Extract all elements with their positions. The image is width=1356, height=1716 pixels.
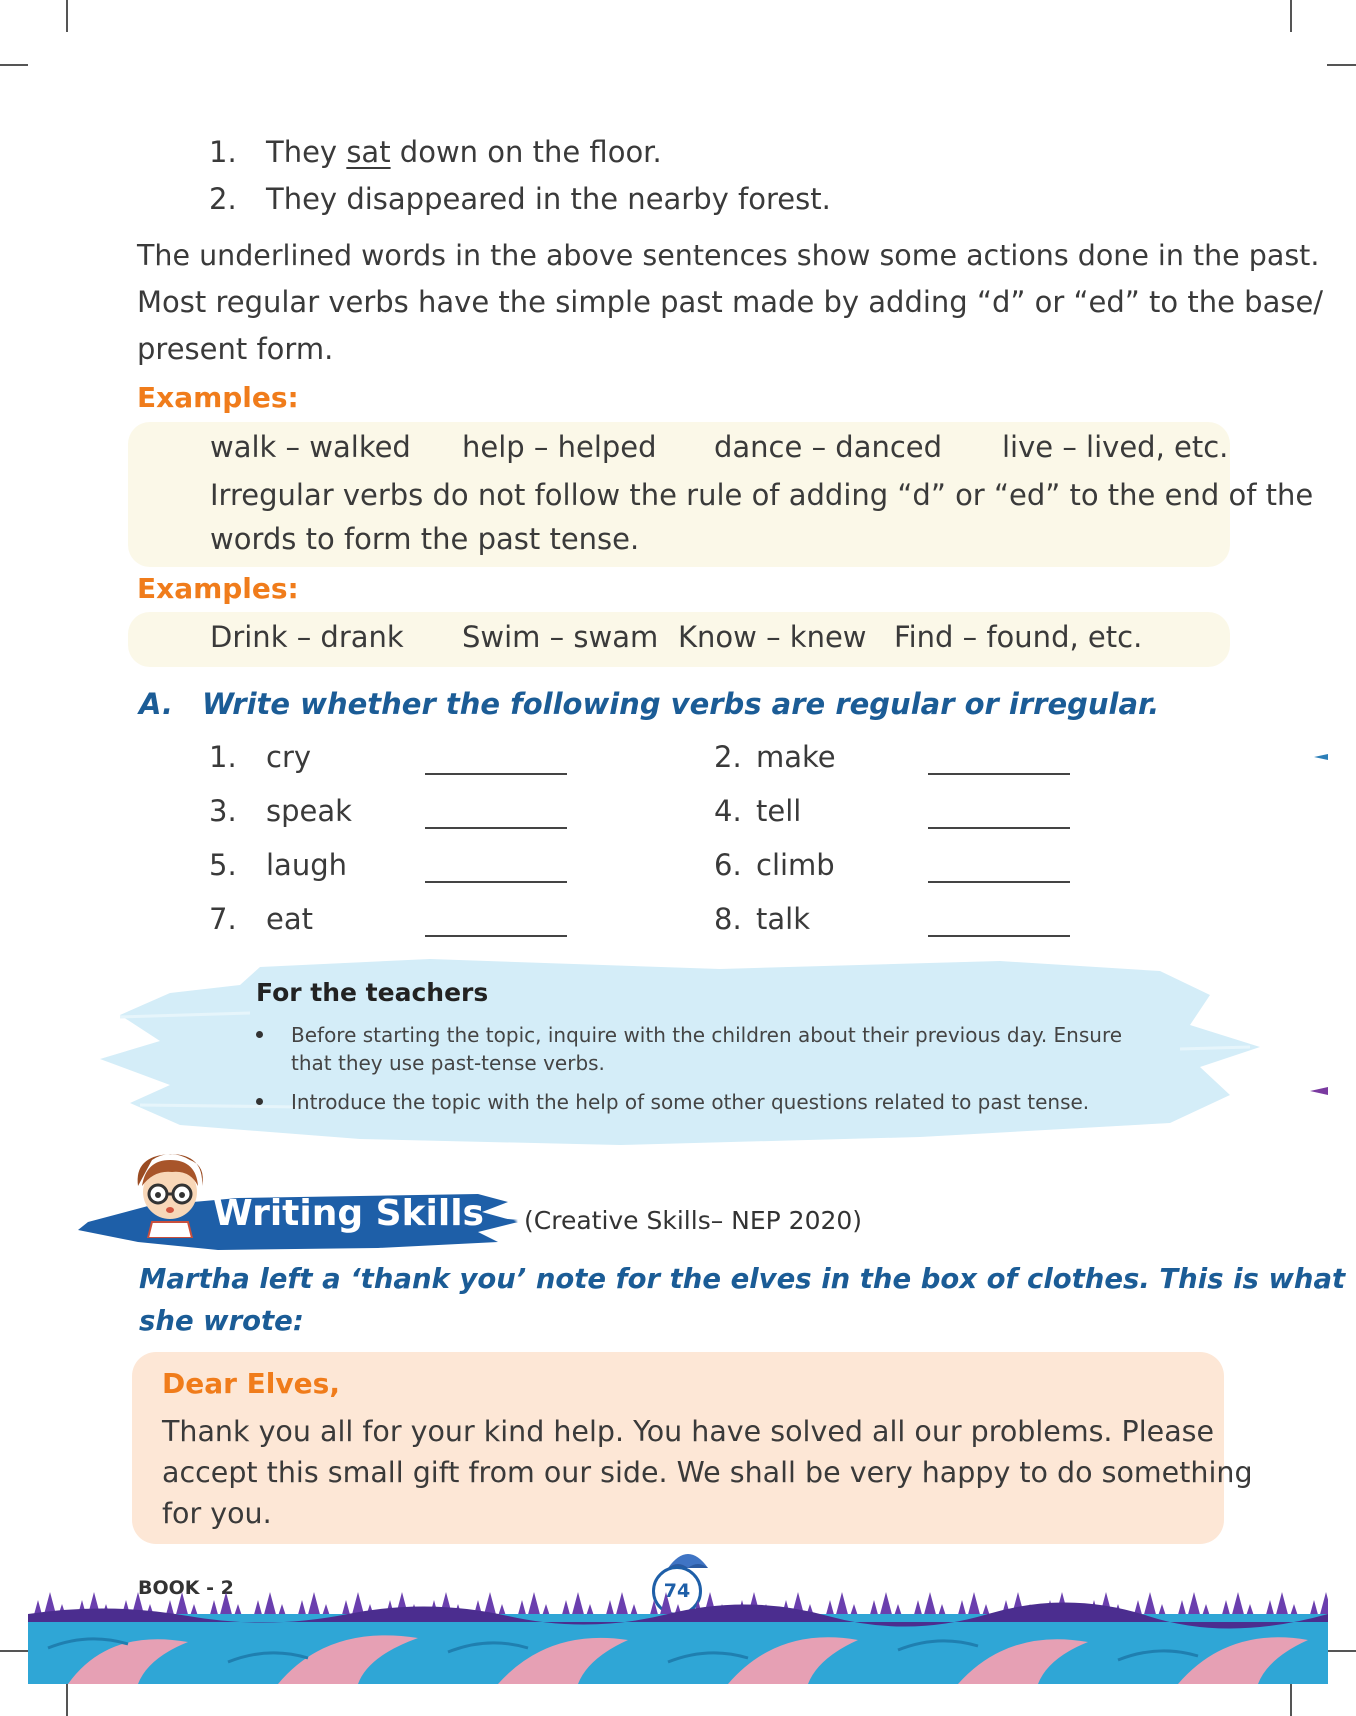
answer-blank[interactable] xyxy=(928,935,1070,937)
exercise-item-word: talk xyxy=(756,902,810,936)
exercise-letter: A. xyxy=(139,687,173,721)
irregular-example: Find – found, etc. xyxy=(894,620,1143,654)
answer-blank[interactable] xyxy=(928,881,1070,883)
irregular-note-line: words to form the past tense. xyxy=(210,522,640,556)
exercise-item-number: 6. xyxy=(714,848,742,882)
answer-blank[interactable] xyxy=(928,773,1070,775)
sentence-1: They sat down on the floor. xyxy=(266,135,662,169)
underlined-verb: sat xyxy=(346,135,391,169)
exercise-item-number: 4. xyxy=(714,794,742,828)
footer-decoration xyxy=(28,1588,1328,1684)
answer-blank[interactable] xyxy=(425,773,567,775)
exercise-item-number: 1. xyxy=(209,740,237,774)
crop-mark xyxy=(66,1684,68,1716)
exercise-item-number: 2. xyxy=(714,740,742,774)
exercise-item-number: 7. xyxy=(209,902,237,936)
crop-mark xyxy=(1290,0,1292,32)
crop-mark xyxy=(1327,1650,1356,1652)
examples-label: Examples: xyxy=(137,572,299,605)
exercise-item-word: make xyxy=(756,740,836,774)
crop-mark xyxy=(66,0,68,32)
answer-blank[interactable] xyxy=(425,827,567,829)
boy-mascot-icon xyxy=(130,1146,210,1238)
irregular-example: Know – knew xyxy=(678,620,867,654)
sentence-2-number: 2. xyxy=(209,182,237,216)
crop-mark xyxy=(1290,1684,1292,1716)
crop-mark xyxy=(0,64,28,66)
crop-mark xyxy=(0,1650,28,1652)
writing-prompt-line: Martha left a ‘thank you’ note for the elves in the box of clothes. This is what xyxy=(139,1263,1346,1295)
exercise-item-word: speak xyxy=(266,794,352,828)
sentence-1-number: 1. xyxy=(209,135,237,169)
letter-greeting: Dear Elves, xyxy=(162,1367,340,1400)
examples-label: Examples: xyxy=(137,381,299,414)
bullet-dot xyxy=(256,1098,263,1105)
exercise-item-word: tell xyxy=(756,794,802,828)
exercise-item-word: cry xyxy=(266,740,312,774)
exercise-item-word: eat xyxy=(266,902,313,936)
writing-prompt-line: she wrote: xyxy=(139,1305,304,1337)
exercise-item-number: 8. xyxy=(714,902,742,936)
teachers-note-bullet: Introduce the topic with the help of some other questions related to past tense. xyxy=(291,1090,1090,1114)
bullet-dot xyxy=(256,1031,263,1038)
regular-example: live – lived, etc. xyxy=(1002,430,1229,464)
crop-mark xyxy=(1327,64,1356,66)
answer-blank[interactable] xyxy=(425,881,567,883)
exercise-item-word: laugh xyxy=(266,848,347,882)
exercise-instruction: Write whether the following verbs are regular or irregular. xyxy=(202,687,1160,721)
writing-skills-subtitle: (Creative Skills– NEP 2020) xyxy=(524,1206,863,1235)
letter-body: Thank you all for your kind help. You have solved all our problems. Please accept this small gift from our side. We shall be very happy to do something for you. xyxy=(162,1415,1253,1530)
intro-paragraph: The underlined words in the above sentences show some actions done in the past. Most regular verbs have the simple past made by adding “d” or “ed” to the base/ present form. xyxy=(137,239,1324,366)
regular-example: help – helped xyxy=(462,430,657,464)
answer-blank[interactable] xyxy=(928,827,1070,829)
irregular-example: Drink – drank xyxy=(210,620,404,654)
regular-example: dance – danced xyxy=(714,430,943,464)
sentence-2: They disappeared in the nearby forest. xyxy=(266,182,831,216)
writing-skills-title: Writing Skills xyxy=(213,1193,484,1234)
exercise-item-number: 3. xyxy=(209,794,237,828)
teachers-note-title: For the teachers xyxy=(256,978,489,1007)
margin-mark-icon xyxy=(1314,752,1328,762)
answer-blank[interactable] xyxy=(425,935,567,937)
exercise-item-number: 5. xyxy=(209,848,237,882)
margin-mark-icon xyxy=(1310,1085,1328,1097)
teachers-note-bullet: Before starting the topic, inquire with the children about their previous day. Ensure that they use past-tense verbs. xyxy=(291,1023,1123,1075)
regular-example: walk – walked xyxy=(210,430,411,464)
exercise-item-word: climb xyxy=(756,848,835,882)
irregular-example: Swim – swam xyxy=(462,620,659,654)
irregular-note-line: Irregular verbs do not follow the rule of adding “d” or “ed” to the end of the xyxy=(210,478,1314,512)
